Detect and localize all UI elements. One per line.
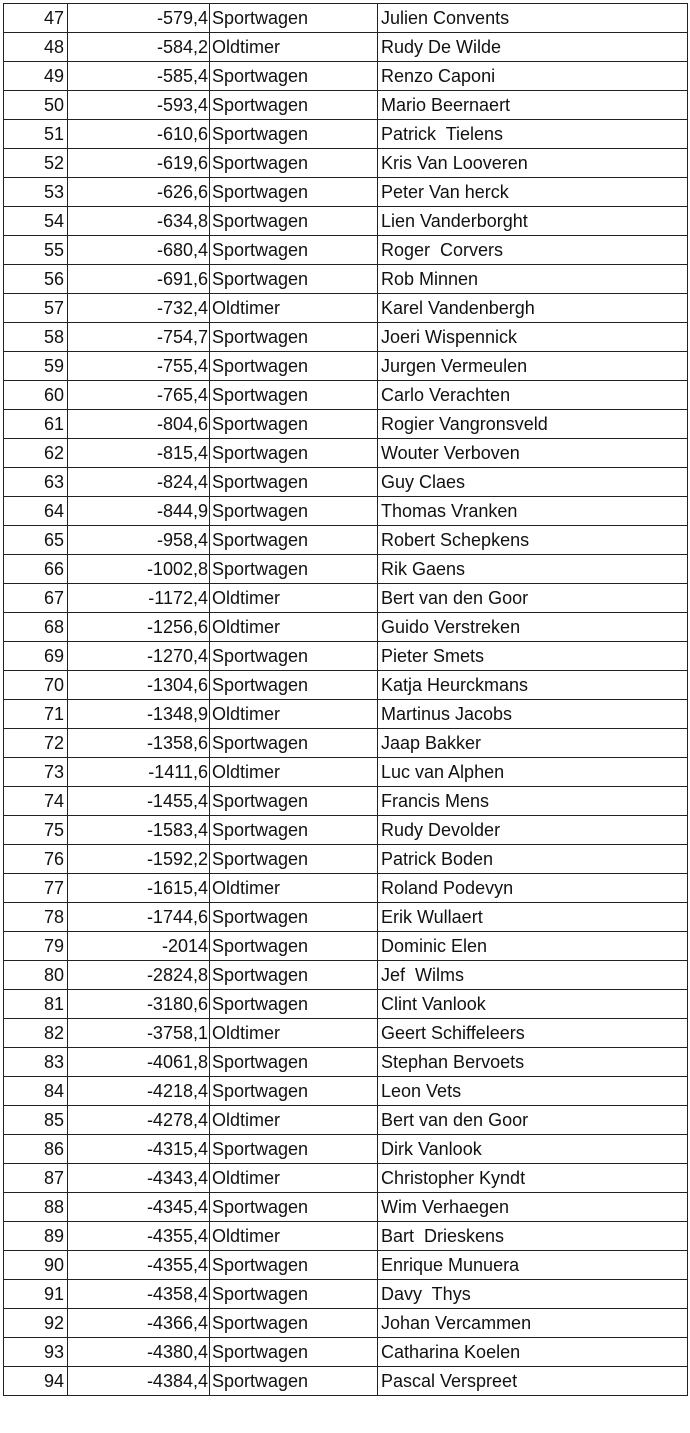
score-cell[interactable]: -1615,4 — [68, 874, 210, 903]
category-cell[interactable]: Sportwagen — [210, 1135, 378, 1164]
score-cell[interactable]: -4278,4 — [68, 1106, 210, 1135]
rank-cell[interactable]: 62 — [4, 439, 68, 468]
category-cell[interactable]: Oldtimer — [210, 584, 378, 613]
rank-cell[interactable]: 70 — [4, 671, 68, 700]
category-cell[interactable]: Sportwagen — [210, 4, 378, 33]
driver-name-cell[interactable]: Jaap Bakker — [378, 729, 688, 758]
driver-name-cell[interactable]: Davy Thys — [378, 1280, 688, 1309]
category-cell[interactable]: Sportwagen — [210, 1077, 378, 1106]
category-cell[interactable]: Sportwagen — [210, 1338, 378, 1367]
table-row — [4, 932, 688, 961]
table-row — [4, 1135, 688, 1164]
driver-name-cell[interactable]: Clint Vanlook — [378, 990, 688, 1019]
table-row — [4, 381, 688, 410]
results-table — [3, 3, 688, 1396]
table-row — [4, 874, 688, 903]
category-cell[interactable]: Oldtimer — [210, 1019, 378, 1048]
rank-cell[interactable]: 93 — [4, 1338, 68, 1367]
rank-cell[interactable]: 56 — [4, 265, 68, 294]
driver-name-cell[interactable]: Johan Vercammen — [378, 1309, 688, 1338]
score-cell[interactable]: -1455,4 — [68, 787, 210, 816]
category-cell[interactable]: Sportwagen — [210, 1309, 378, 1338]
table-row — [4, 149, 688, 178]
category-cell[interactable]: Sportwagen — [210, 845, 378, 874]
category-cell[interactable]: Sportwagen — [210, 816, 378, 845]
category-cell[interactable]: Oldtimer — [210, 294, 378, 323]
driver-name-cell[interactable]: Joeri Wispennick — [378, 323, 688, 352]
rank-cell[interactable]: 58 — [4, 323, 68, 352]
score-cell[interactable]: -815,4 — [68, 439, 210, 468]
score-cell[interactable]: -691,6 — [68, 265, 210, 294]
category-cell[interactable]: Sportwagen — [210, 555, 378, 584]
score-cell[interactable]: -1172,4 — [68, 584, 210, 613]
rank-cell[interactable]: 65 — [4, 526, 68, 555]
score-cell[interactable]: -804,6 — [68, 410, 210, 439]
driver-name-cell[interactable]: Enrique Munuera — [378, 1251, 688, 1280]
table-row — [4, 584, 688, 613]
table-row — [4, 1048, 688, 1077]
category-cell[interactable]: Sportwagen — [210, 497, 378, 526]
driver-name-cell[interactable]: Carlo Verachten — [378, 381, 688, 410]
category-cell[interactable]: Sportwagen — [210, 932, 378, 961]
table-row — [4, 729, 688, 758]
rank-cell[interactable]: 78 — [4, 903, 68, 932]
category-cell[interactable]: Sportwagen — [210, 1193, 378, 1222]
category-cell[interactable]: Sportwagen — [210, 1251, 378, 1280]
category-cell[interactable]: Sportwagen — [210, 207, 378, 236]
score-cell[interactable]: -4345,4 — [68, 1193, 210, 1222]
score-cell[interactable]: -4355,4 — [68, 1222, 210, 1251]
rank-cell[interactable]: 61 — [4, 410, 68, 439]
category-cell[interactable]: Sportwagen — [210, 526, 378, 555]
driver-name-cell[interactable]: Guido Verstreken — [378, 613, 688, 642]
driver-name-cell[interactable]: Renzo Caponi — [378, 62, 688, 91]
rank-cell[interactable]: 89 — [4, 1222, 68, 1251]
table-row — [4, 178, 688, 207]
driver-name-cell[interactable]: Pascal Verspreet — [378, 1367, 688, 1396]
driver-name-cell[interactable]: Kris Van Looveren — [378, 149, 688, 178]
table-row — [4, 758, 688, 787]
table-row — [4, 468, 688, 497]
table-row — [4, 1338, 688, 1367]
table-row — [4, 816, 688, 845]
category-cell[interactable]: Oldtimer — [210, 758, 378, 787]
driver-name-cell[interactable]: Jef Wilms — [378, 961, 688, 990]
rank-cell[interactable]: 50 — [4, 91, 68, 120]
table-row — [4, 1077, 688, 1106]
category-cell[interactable]: Oldtimer — [210, 700, 378, 729]
table-row — [4, 787, 688, 816]
category-cell[interactable]: Sportwagen — [210, 642, 378, 671]
score-cell[interactable]: -1304,6 — [68, 671, 210, 700]
table-row — [4, 207, 688, 236]
rank-cell[interactable]: 81 — [4, 990, 68, 1019]
category-cell[interactable]: Oldtimer — [210, 1106, 378, 1135]
score-cell[interactable]: -4366,4 — [68, 1309, 210, 1338]
score-cell[interactable]: -680,4 — [68, 236, 210, 265]
driver-name-cell[interactable]: Bart Drieskens — [378, 1222, 688, 1251]
driver-name-cell[interactable]: Bert van den Goor — [378, 1106, 688, 1135]
driver-name-cell[interactable]: Rudy Devolder — [378, 816, 688, 845]
rank-cell[interactable]: 92 — [4, 1309, 68, 1338]
score-cell[interactable]: -584,2 — [68, 33, 210, 62]
driver-name-cell[interactable]: Wim Verhaegen — [378, 1193, 688, 1222]
rank-cell[interactable]: 73 — [4, 758, 68, 787]
rank-cell[interactable]: 63 — [4, 468, 68, 497]
rank-cell[interactable]: 49 — [4, 62, 68, 91]
rank-cell[interactable]: 60 — [4, 381, 68, 410]
score-cell[interactable]: -2824,8 — [68, 961, 210, 990]
score-cell[interactable]: -1411,6 — [68, 758, 210, 787]
score-cell[interactable]: -755,4 — [68, 352, 210, 381]
category-cell[interactable]: Sportwagen — [210, 903, 378, 932]
table-row — [4, 265, 688, 294]
table-row — [4, 33, 688, 62]
rank-cell[interactable]: 59 — [4, 352, 68, 381]
rank-cell[interactable]: 82 — [4, 1019, 68, 1048]
score-cell[interactable]: -765,4 — [68, 381, 210, 410]
rank-cell[interactable]: 76 — [4, 845, 68, 874]
results-table-body — [4, 4, 688, 1396]
rank-cell[interactable]: 52 — [4, 149, 68, 178]
rank-cell[interactable]: 47 — [4, 4, 68, 33]
table-row — [4, 1164, 688, 1193]
rank-cell[interactable]: 94 — [4, 1367, 68, 1396]
category-cell[interactable]: Sportwagen — [210, 1280, 378, 1309]
table-row — [4, 613, 688, 642]
score-cell[interactable]: -732,4 — [68, 294, 210, 323]
driver-name-cell[interactable]: Martinus Jacobs — [378, 700, 688, 729]
driver-name-cell[interactable]: Rik Gaens — [378, 555, 688, 584]
score-cell[interactable]: -4355,4 — [68, 1251, 210, 1280]
rank-cell[interactable]: 85 — [4, 1106, 68, 1135]
category-cell[interactable]: Oldtimer — [210, 33, 378, 62]
score-cell[interactable]: -1592,2 — [68, 845, 210, 874]
rank-cell[interactable]: 91 — [4, 1280, 68, 1309]
category-cell[interactable]: Oldtimer — [210, 874, 378, 903]
table-row — [4, 439, 688, 468]
category-cell[interactable]: Sportwagen — [210, 671, 378, 700]
category-cell[interactable]: Sportwagen — [210, 961, 378, 990]
rank-cell[interactable]: 83 — [4, 1048, 68, 1077]
score-cell[interactable]: -610,6 — [68, 120, 210, 149]
driver-name-cell[interactable]: Erik Wullaert — [378, 903, 688, 932]
category-cell[interactable]: Sportwagen — [210, 323, 378, 352]
table-row — [4, 294, 688, 323]
rank-cell[interactable]: 48 — [4, 33, 68, 62]
rank-cell[interactable]: 86 — [4, 1135, 68, 1164]
score-cell[interactable]: -4315,4 — [68, 1135, 210, 1164]
table-row — [4, 845, 688, 874]
table-row — [4, 352, 688, 381]
rank-cell[interactable]: 75 — [4, 816, 68, 845]
driver-name-cell[interactable]: Jurgen Vermeulen — [378, 352, 688, 381]
score-cell[interactable]: -4380,4 — [68, 1338, 210, 1367]
category-cell[interactable]: Sportwagen — [210, 149, 378, 178]
category-cell[interactable]: Sportwagen — [210, 120, 378, 149]
driver-name-cell[interactable]: Leon Vets — [378, 1077, 688, 1106]
driver-name-cell[interactable]: Roland Podevyn — [378, 874, 688, 903]
table-row — [4, 1193, 688, 1222]
table-row — [4, 120, 688, 149]
table-row — [4, 903, 688, 932]
score-cell[interactable]: -4218,4 — [68, 1077, 210, 1106]
driver-name-cell[interactable]: Robert Schepkens — [378, 526, 688, 555]
table-row — [4, 1367, 688, 1396]
driver-name-cell[interactable]: Dirk Vanlook — [378, 1135, 688, 1164]
score-cell[interactable]: -3180,6 — [68, 990, 210, 1019]
table-row — [4, 323, 688, 352]
category-cell[interactable]: Sportwagen — [210, 178, 378, 207]
score-cell[interactable]: -593,4 — [68, 91, 210, 120]
rank-cell[interactable]: 72 — [4, 729, 68, 758]
driver-name-cell[interactable]: Katja Heurckmans — [378, 671, 688, 700]
driver-name-cell[interactable]: Bert van den Goor — [378, 584, 688, 613]
table-row — [4, 1106, 688, 1135]
score-cell[interactable]: -1744,6 — [68, 903, 210, 932]
table-row — [4, 671, 688, 700]
driver-name-cell[interactable]: Patrick Boden — [378, 845, 688, 874]
driver-name-cell[interactable]: Peter Van herck — [378, 178, 688, 207]
rank-cell[interactable]: 79 — [4, 932, 68, 961]
rank-cell[interactable]: 71 — [4, 700, 68, 729]
category-cell[interactable]: Sportwagen — [210, 1048, 378, 1077]
score-cell[interactable]: -958,4 — [68, 526, 210, 555]
table-row — [4, 961, 688, 990]
driver-name-cell[interactable]: Dominic Elen — [378, 932, 688, 961]
category-cell[interactable]: Sportwagen — [210, 787, 378, 816]
rank-cell[interactable]: 51 — [4, 120, 68, 149]
rank-cell[interactable]: 66 — [4, 555, 68, 584]
table-row — [4, 990, 688, 1019]
table-row — [4, 1309, 688, 1338]
score-cell[interactable]: -1583,4 — [68, 816, 210, 845]
rank-cell[interactable]: 87 — [4, 1164, 68, 1193]
rank-cell[interactable]: 68 — [4, 613, 68, 642]
driver-name-cell[interactable]: Francis Mens — [378, 787, 688, 816]
driver-name-cell[interactable]: Pieter Smets — [378, 642, 688, 671]
driver-name-cell[interactable]: Patrick Tielens — [378, 120, 688, 149]
driver-name-cell[interactable]: Thomas Vranken — [378, 497, 688, 526]
driver-name-cell[interactable]: Lien Vanderborght — [378, 207, 688, 236]
table-row — [4, 555, 688, 584]
score-cell[interactable]: -754,7 — [68, 323, 210, 352]
category-cell[interactable]: Sportwagen — [210, 1367, 378, 1396]
category-cell[interactable]: Oldtimer — [210, 613, 378, 642]
score-cell[interactable]: -579,4 — [68, 4, 210, 33]
table-row — [4, 4, 688, 33]
category-cell[interactable]: Sportwagen — [210, 439, 378, 468]
score-cell[interactable]: -844,9 — [68, 497, 210, 526]
driver-name-cell[interactable]: Rogier Vangronsveld — [378, 410, 688, 439]
score-cell[interactable]: -824,4 — [68, 468, 210, 497]
table-row — [4, 526, 688, 555]
table-row — [4, 497, 688, 526]
driver-name-cell[interactable]: Julien Convents — [378, 4, 688, 33]
driver-name-cell[interactable]: Christopher Kyndt — [378, 1164, 688, 1193]
score-cell[interactable]: -619,6 — [68, 149, 210, 178]
driver-name-cell[interactable]: Rudy De Wilde — [378, 33, 688, 62]
category-cell[interactable]: Sportwagen — [210, 91, 378, 120]
score-cell[interactable]: -3758,1 — [68, 1019, 210, 1048]
driver-name-cell[interactable]: Geert Schiffeleers — [378, 1019, 688, 1048]
score-cell[interactable]: -1002,8 — [68, 555, 210, 584]
category-cell[interactable]: Sportwagen — [210, 352, 378, 381]
score-cell[interactable]: -1256,6 — [68, 613, 210, 642]
table-row — [4, 1280, 688, 1309]
score-cell[interactable]: -4384,4 — [68, 1367, 210, 1396]
score-cell[interactable]: -1270,4 — [68, 642, 210, 671]
rank-cell[interactable]: 64 — [4, 497, 68, 526]
rank-cell[interactable]: 57 — [4, 294, 68, 323]
rank-cell[interactable]: 77 — [4, 874, 68, 903]
rank-cell[interactable]: 90 — [4, 1251, 68, 1280]
table-row — [4, 700, 688, 729]
rank-cell[interactable]: 55 — [4, 236, 68, 265]
driver-name-cell[interactable]: Roger Corvers — [378, 236, 688, 265]
table-row — [4, 1019, 688, 1048]
table-row — [4, 410, 688, 439]
category-cell[interactable]: Sportwagen — [210, 990, 378, 1019]
driver-name-cell[interactable]: Luc van Alphen — [378, 758, 688, 787]
driver-name-cell[interactable]: Catharina Koelen — [378, 1338, 688, 1367]
score-cell[interactable]: -2014 — [68, 932, 210, 961]
table-row — [4, 642, 688, 671]
score-cell[interactable]: -585,4 — [68, 62, 210, 91]
table-row — [4, 91, 688, 120]
rank-cell[interactable]: 80 — [4, 961, 68, 990]
rank-cell[interactable]: 54 — [4, 207, 68, 236]
score-cell[interactable]: -626,6 — [68, 178, 210, 207]
category-cell[interactable]: Sportwagen — [210, 62, 378, 91]
category-cell[interactable]: Oldtimer — [210, 1222, 378, 1251]
score-cell[interactable]: -1358,6 — [68, 729, 210, 758]
rank-cell[interactable]: 67 — [4, 584, 68, 613]
table-row — [4, 1222, 688, 1251]
driver-name-cell[interactable]: Karel Vandenbergh — [378, 294, 688, 323]
category-cell[interactable]: Sportwagen — [210, 236, 378, 265]
driver-name-cell[interactable]: Mario Beernaert — [378, 91, 688, 120]
driver-name-cell[interactable]: Rob Minnen — [378, 265, 688, 294]
category-cell[interactable]: Sportwagen — [210, 729, 378, 758]
driver-name-cell[interactable]: Wouter Verboven — [378, 439, 688, 468]
category-cell[interactable]: Sportwagen — [210, 265, 378, 294]
rank-cell[interactable]: 53 — [4, 178, 68, 207]
category-cell[interactable]: Sportwagen — [210, 410, 378, 439]
score-cell[interactable]: -4061,8 — [68, 1048, 210, 1077]
score-cell[interactable]: -634,8 — [68, 207, 210, 236]
category-cell[interactable]: Sportwagen — [210, 381, 378, 410]
rank-cell[interactable]: 84 — [4, 1077, 68, 1106]
rank-cell[interactable]: 74 — [4, 787, 68, 816]
score-cell[interactable]: -1348,9 — [68, 700, 210, 729]
driver-name-cell[interactable]: Stephan Bervoets — [378, 1048, 688, 1077]
score-cell[interactable]: -4358,4 — [68, 1280, 210, 1309]
table-row — [4, 1251, 688, 1280]
category-cell[interactable]: Oldtimer — [210, 1164, 378, 1193]
score-cell[interactable]: -4343,4 — [68, 1164, 210, 1193]
table-row — [4, 236, 688, 265]
rank-cell[interactable]: 69 — [4, 642, 68, 671]
category-cell[interactable]: Sportwagen — [210, 468, 378, 497]
rank-cell[interactable]: 88 — [4, 1193, 68, 1222]
table-row — [4, 62, 688, 91]
driver-name-cell[interactable]: Guy Claes — [378, 468, 688, 497]
